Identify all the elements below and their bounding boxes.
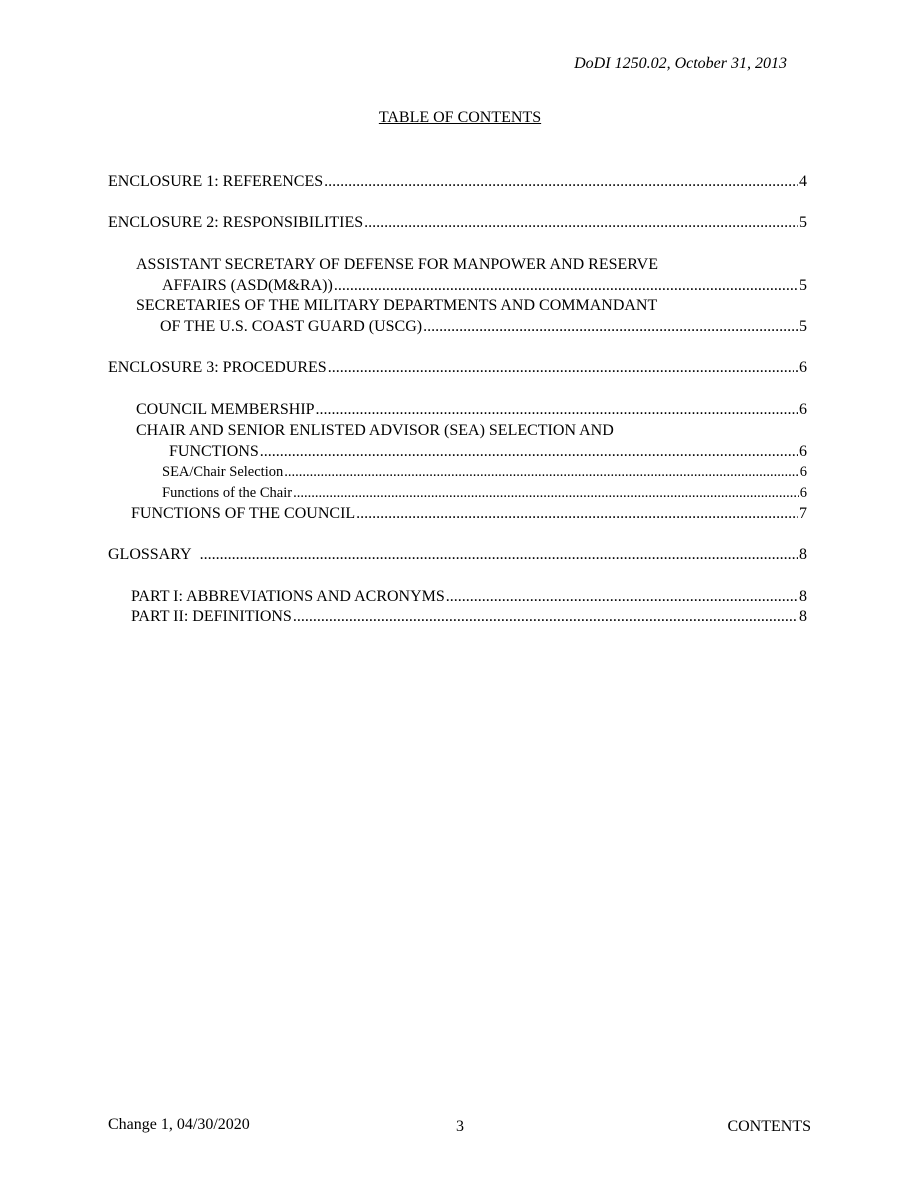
toc-entry-label: GLOSSARY: [108, 546, 192, 563]
toc-leader-dots: [356, 504, 798, 524]
toc-entry-enclosure-2[interactable]: [108, 213, 807, 233]
toc-entry-functions-of-chair[interactable]: [162, 483, 807, 503]
toc-page-number: 6: [799, 485, 807, 501]
toc-leader-dots: [446, 587, 798, 607]
toc-entry-secretaries-uscg[interactable]: [160, 317, 807, 337]
toc-entry-label: FUNCTIONS OF THE COUNCIL: [131, 505, 356, 522]
toc-entry-asd-line1: ASSISTANT SECRETARY OF DEFENSE FOR MANPOWER AND RESERVE: [136, 256, 659, 273]
toc-entry-label: COUNCIL MEMBERSHIP: [136, 401, 315, 418]
toc-leader-dots: [284, 462, 799, 482]
toc-leader-dots: [316, 400, 798, 420]
toc-title: TABLE OF CONTENTS: [378, 109, 542, 126]
toc-page-number: 8: [799, 546, 807, 563]
toc-page-number: 7: [799, 505, 807, 522]
toc-page-number: 4: [799, 173, 807, 190]
footer-change-date: Change 1, 04/30/2020: [108, 1116, 250, 1133]
toc-leader-dots: [324, 172, 798, 192]
toc-entry-label: FUNCTIONS: [169, 443, 259, 460]
toc-page-number: 6: [799, 464, 807, 480]
toc-page-number: 6: [799, 401, 807, 418]
toc-entry-label: OF THE U.S. COAST GUARD (USCG): [160, 318, 423, 335]
toc-entry-enclosure-3[interactable]: [108, 358, 807, 378]
toc-entry-label: AFFAIRS (ASD(M&RA)): [162, 277, 333, 294]
toc-page-number: 8: [799, 608, 807, 625]
toc-entry-functions-of-council[interactable]: [131, 504, 807, 524]
toc-page-number: 5: [799, 318, 807, 335]
toc-leader-dots: [423, 317, 798, 337]
toc-entry-label: ENCLOSURE 1: REFERENCES: [108, 173, 324, 190]
toc-leader-dots: [200, 545, 798, 565]
toc-entry-sea-chair-selection[interactable]: [162, 462, 807, 482]
toc-leader-dots: [293, 607, 798, 627]
toc-entry-part-2[interactable]: [131, 607, 807, 627]
toc-page-number: .6: [795, 359, 807, 376]
toc-leader-dots: [334, 276, 798, 296]
toc-entry-label: ENCLOSURE 3: PROCEDURES: [108, 359, 327, 376]
toc-leader-dots: [364, 213, 798, 233]
toc-leader-dots: [328, 358, 794, 378]
toc-entry-asd-mra[interactable]: [162, 276, 807, 296]
document-id-header: DoDI 1250.02, October 31, 2013: [574, 55, 787, 72]
toc-page-number: 8: [799, 588, 807, 605]
toc-entry-label: ENCLOSURE 2: RESPONSIBILITIES: [108, 214, 364, 231]
footer-page-number: 3: [456, 1118, 464, 1135]
toc-page-number: 6: [799, 443, 807, 460]
toc-page-number: 5: [799, 214, 807, 231]
toc-page-number: 5: [799, 277, 807, 294]
footer-section-label: CONTENTS: [727, 1118, 811, 1135]
toc-leader-dots: [293, 483, 799, 503]
toc-entry-chair-sea-functions[interactable]: [169, 442, 807, 462]
toc-entry-label: PART II: DEFINITIONS: [131, 608, 292, 625]
toc-entry-secretaries-line1: SECRETARIES OF THE MILITARY DEPARTMENTS AND COMMANDANT: [136, 297, 658, 314]
toc-entry-glossary[interactable]: [108, 545, 807, 565]
toc-entry-part-1[interactable]: [131, 587, 807, 607]
toc-entry-enclosure-1[interactable]: [108, 172, 807, 192]
toc-entry-council-membership[interactable]: [136, 400, 807, 420]
toc-entry-chair-sea-line1: CHAIR AND SENIOR ENLISTED ADVISOR (SEA) SELECTION AND: [136, 422, 614, 439]
toc-leader-dots: [260, 442, 798, 462]
toc-entry-label: Functions of the Chair: [162, 485, 293, 501]
toc-entry-label: PART I: ABBREVIATIONS AND ACRONYMS: [131, 588, 445, 605]
toc-entry-label: SEA/Chair Selection: [162, 464, 284, 480]
